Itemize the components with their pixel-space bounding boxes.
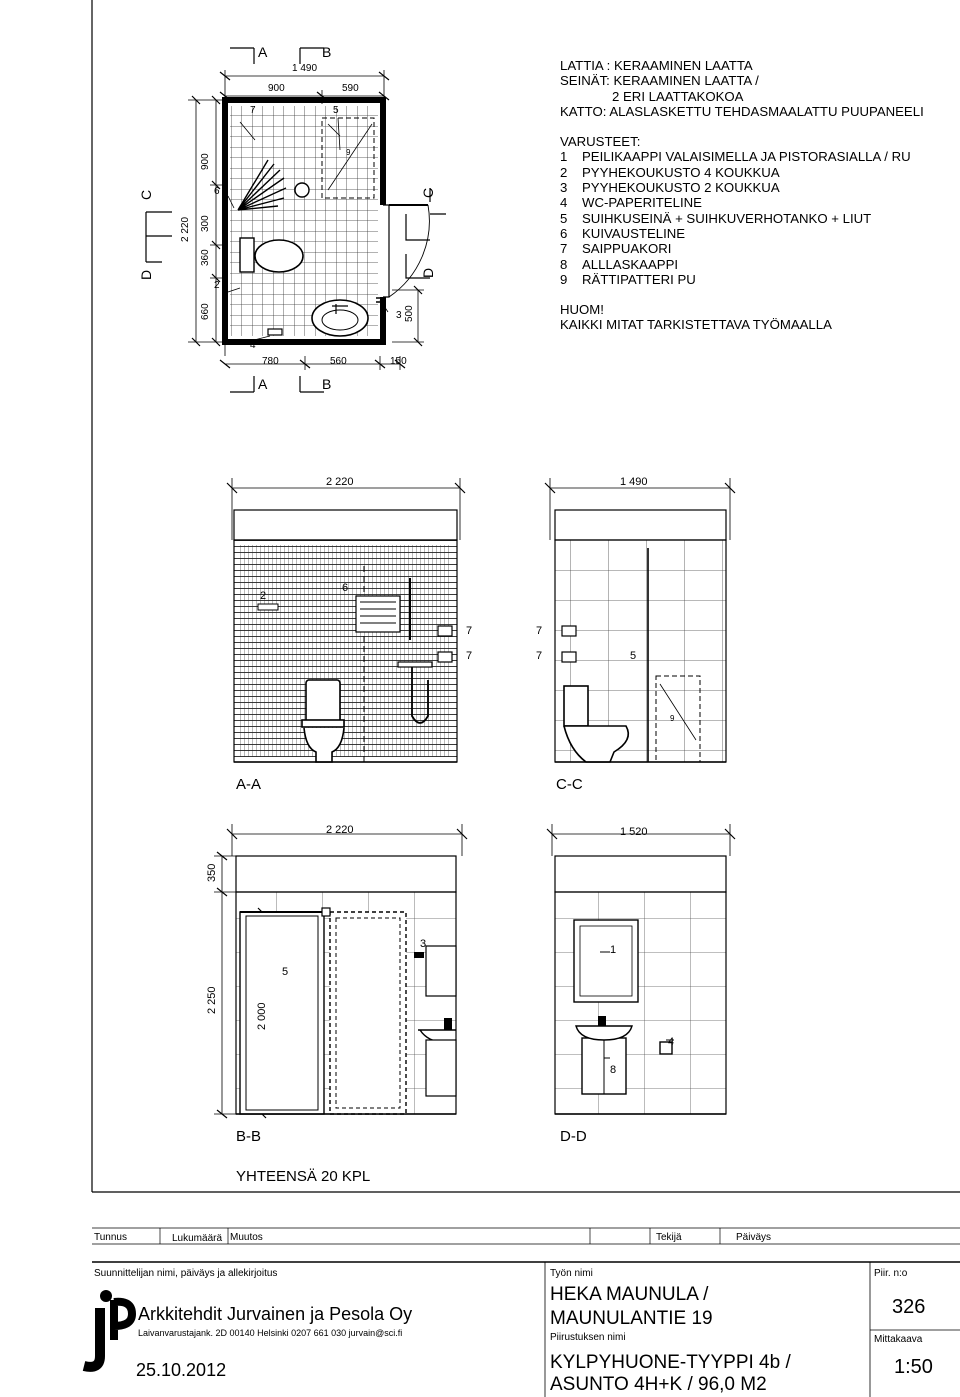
bb-dim-v1: 350 [206,863,218,882]
rev-lukumaara: Lukumäärä [172,1233,223,1244]
cc-ceiling [555,510,726,540]
dd-tag-1: 1 [610,944,617,956]
equipment-item: 6 KUIVAUSTELINE [560,225,686,241]
rev-paivays: Päiväys [736,1232,772,1243]
equipment-item: 2 PYYHEKOUKUSTO 4 KOUKKUA [560,164,780,180]
plan-dim-right: 500 [404,305,415,322]
project-label: Työn nimi [550,1268,593,1279]
aa-tag-7a: 7 [466,625,473,637]
bb-dim: 2 220 [326,824,354,836]
cc-dim: 1 490 [620,476,648,488]
drawing-scale: 1:50 [894,1356,933,1378]
equipment-item: 9 RÄTTIPATTERI PU [560,271,696,287]
drawing-line-2: ASUNTO 4H+K / 96,0 M2 [550,1374,767,1395]
cc-tag-7b: 7 [536,650,543,662]
drawing-date: 25.10.2012 [136,1360,227,1380]
toilet-tank [240,238,254,272]
project-line-2: MAUNULANTIE 19 [550,1308,713,1329]
equipment-item: 1 PEILIKAAPPI VALAISIMELLA JA PISTORASIALLA / RU [560,149,911,165]
equipment-item: 5 SUIHKUSEINÄ + SUIHKUVERHOTANKO + LIUT [560,210,872,226]
note-title: HUOM! [560,302,604,318]
scale-label: Mittakaava [874,1334,923,1345]
bb-shower-screen [240,912,324,1114]
plan-tag-2: 2 [214,280,220,291]
plan-dim-total-top: 1 490 [292,63,318,74]
project-line-1: HEKA MAUNULA / [550,1284,709,1305]
bb-tag-5: 5 [282,966,289,978]
designer-label: Suunnittelijan nimi, päiväys ja allekirjoitus [94,1268,278,1279]
aa-dim: 2 220 [326,476,354,488]
bb-dim-v3: 2 000 [256,1002,268,1030]
dd-ceiling [555,856,726,892]
aa-towel-rail [356,596,400,632]
dd-tag-8: 8 [610,1064,617,1076]
door-swing-arc [389,205,429,297]
elevation-dd [547,824,735,1114]
drawing-label: Piirustuksen nimi [550,1332,626,1343]
drawing-number: 326 [892,1296,926,1318]
dd-title: D-D [560,1128,587,1145]
equipment-title: VARUSTEET: [560,134,641,150]
plan-dim-top-right: 590 [342,83,359,94]
equipment-item: 3 PYYHEKOUKUSTO 2 KOUKKUA [560,180,780,196]
plan-tag-4: 4 [250,340,256,351]
plan-section-d-right: D [420,267,436,278]
bb-dim-v2: 2 250 [206,986,218,1014]
finish-walls: SEINÄT: KERAAMINEN LAATTA / [560,73,759,89]
cc-tag-5: 5 [630,650,637,662]
total-count: YHTEENSÄ 20 KPL [236,1168,371,1185]
plan-dim-left-2: 300 [200,215,211,232]
bb-shower-door [330,912,406,1114]
plan-section-a-top: A [258,44,268,60]
finish-ceiling: KATTO: ALASLASKETTU TEHDASMAALATTU PUUPANEELI [560,103,924,119]
plan-tag-3: 3 [396,310,402,321]
finish-walls-2: 2 ERI LAATTAKOKOA [612,88,744,104]
office-name: Arkkitehdit Jurvainen ja Pesola Oy [138,1304,413,1324]
plan-dim-bottom-1: 780 [262,356,279,367]
equipment-item: 7 SAIPPUAKORI [560,241,672,257]
number-label: Piir. n:o [874,1268,908,1279]
plan-dim-top-left: 900 [268,83,285,94]
notes-block [560,58,924,333]
plan-dim-left-total: 2 220 [180,216,191,242]
rev-tunnus: Tunnus [94,1232,127,1243]
cc-title: C-C [556,776,583,793]
elevation-aa [227,478,465,762]
aa-title: A-A [236,776,262,793]
plan-section-d-left: D [138,269,154,280]
plan-dim-bottom-3: 150 [390,356,407,367]
elevation-cc [545,478,735,762]
plan-tag-6: 6 [214,186,220,197]
aa-tag-2: 2 [260,590,267,602]
aa-toilet-tank [306,680,340,724]
note-text: KAIKKI MITAT TARKISTETTAVA TYÖMAALLA [560,317,832,333]
cc-tag-7a: 7 [536,625,543,637]
aa-tag-7b: 7 [466,650,473,662]
drawing-line-1: KYLPYHUONE-TYYPPI 4b / [550,1352,791,1373]
rev-tekija: Tekijä [656,1232,682,1243]
floor-plan [146,48,446,392]
plan-section-b-top: B [322,44,332,60]
elevation-bb [214,824,467,1118]
dd-tag-4: 4 [668,1036,675,1048]
plan-floor-grid [230,106,378,336]
cc-tag-9: 9 [670,714,675,723]
bb-tag-3: 3 [420,938,427,950]
floor-drain [295,183,309,197]
bb-title: B-B [236,1128,262,1145]
aa-tag-6: 6 [342,582,349,594]
jp-logo [84,1290,132,1367]
plan-section-b-bottom: B [322,376,332,392]
plan-tag-9: 9 [346,148,351,157]
plan-dim-left-3: 360 [200,249,211,266]
plan-section-a-bottom: A [258,376,268,392]
dd-dim: 1 520 [620,826,648,838]
plan-section-c-right: C [420,187,436,198]
bb-ceiling [236,856,456,892]
plan-dim-left-4: 660 [200,303,211,320]
office-address: Laivanvarustajank. 2D 00140 Helsinki 0207 661 030 jurvain@sci.fi [138,1328,403,1338]
dd-mirror-cabinet [574,920,638,1002]
toilet-bowl [255,240,303,272]
plan-section-c-left: C [138,189,154,200]
plan-dim-bottom-2: 560 [330,356,347,367]
equipment-item: 8 ALLLASKAAPPI [560,256,679,272]
equipment-item: 4 WC-PAPERITELINE [560,195,702,211]
plan-tag-5: 5 [333,105,339,116]
finish-floor: LATTIA : KERAAMINEN LAATTA [560,58,753,73]
rev-muutos: Muutos [230,1232,263,1243]
plan-dim-left-1: 900 [200,153,211,170]
plan-tag-7: 7 [250,105,256,116]
aa-ceiling [234,510,457,540]
